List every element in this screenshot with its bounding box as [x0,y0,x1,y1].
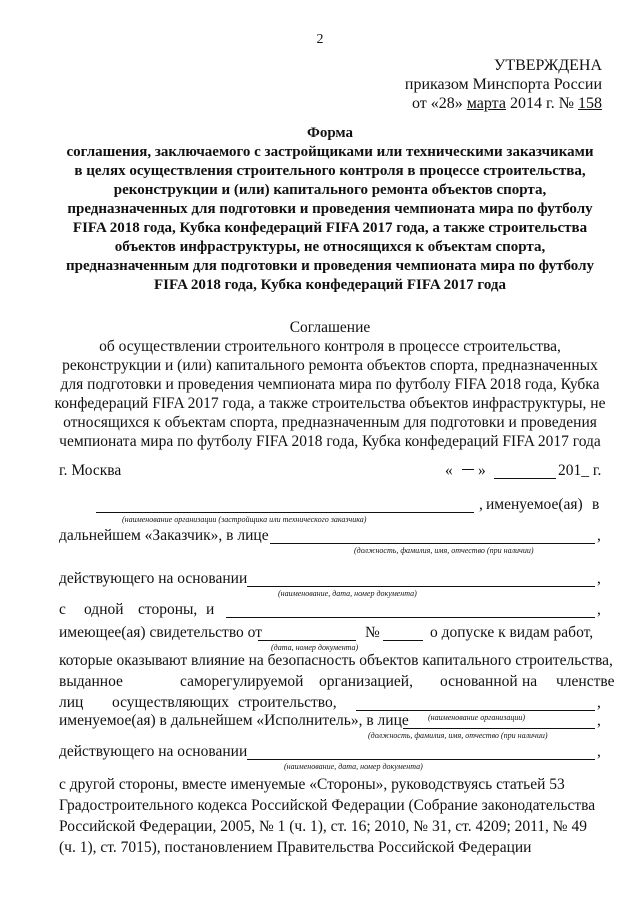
form-title-line: FIFA 2018 года, Кубка конфедераций FIFA 2017 года, а также строительства [72,220,588,236]
certificate-label: имеющее(ая) свидетельство от [59,624,262,641]
influence-text: которые оказывают влияние на безопасность объектов капитального строительства, [59,652,613,669]
basis-doc-field-2[interactable] [247,759,595,760]
caption-doc: (наименование, дата, номер документа) [278,589,417,598]
form-title-line: реконструкции и (или) капитального ремонта объектов спорта, [113,182,547,198]
date-open-quote: « [445,462,453,479]
page-number: 2 [316,32,324,47]
admission-label: о допуске к видам работ, [430,624,594,641]
paragraph-line: Градостроительного кодекса Российской Федерации (Собрание законодательства [59,797,596,814]
contractor-org-field[interactable] [226,617,595,618]
agreement-heading-line: конфедераций FIFA 2017 года, а также строительства объектов инфраструктуры, не [54,395,606,412]
agreement-heading-line: относящихся к объектам спорта, предназначенным для подготовки и проведения [63,414,597,431]
acting-label-2: действующего на основании [59,743,248,760]
form-title [40,124,620,295]
approval-stamp [405,56,602,113]
agreement-heading-line: Соглашение [289,319,371,336]
agreement-heading-line: для подготовки и проведения чемпионата мира по футболу FIFA 2018 года, Кубка [60,376,600,393]
certificate-number-field[interactable] [383,640,423,641]
caption-org: (наименование организации (застройщика или технического заказчика) [122,515,367,524]
contractor-person-field[interactable] [403,728,595,729]
form-title-line: в целях осуществления строительного контроля в процессе строительства, [74,163,586,179]
day-field[interactable] [462,469,474,470]
agreement-heading-line: об осуществлении строительного контроля в процессе строительства, [99,338,561,355]
year: 201_ г. [558,462,602,479]
paragraph-line: (ч. 1), ст. 7015), постановлением Правительства Российской Федерации [59,839,532,856]
caption-org-name: (наименование организации) [428,713,526,722]
agreement-heading-line: реконструкции и (или) капитального ремонта объектов спорта, предназначенных [62,357,598,374]
form-title-line: объектов инфраструктуры, не относящихся к объектам спорта, [114,239,546,255]
date-close-quote: » [478,462,486,479]
org-name-field[interactable] [96,512,474,513]
caption-person-2: (должность, фамилия, имя, отчество (при наличии) [368,731,548,740]
form-title-line: FIFA 2018 года, Кубка конфедераций FIFA 2017 года [154,277,506,293]
named-label: именуемое(ая) [486,496,583,513]
form-title-line: предназначенных для подготовки и проведения чемпионата мира по футболу [67,201,593,217]
form-title-line: соглашения, заключаемого с застройщиками или техническими заказчиками [66,144,594,160]
caption-doc-2: (наименование, дата, номер документа) [284,762,423,771]
sro-name-field[interactable] [356,710,595,711]
approval-line-1: УТВЕРЖДЕНА [493,57,602,74]
contractor-label: именуемое(ая) в дальнейшем «Исполнитель», в лице [59,712,409,729]
city: г. Москва [59,462,122,479]
approval-month: марта [466,95,506,112]
certificate-date-field[interactable] [258,640,356,641]
month-field[interactable] [494,478,556,479]
customer-person-field[interactable] [270,543,595,544]
approval-line-2: приказом Минспорта России [404,76,602,93]
caption-person: (должность, фамилия, имя, отчество (при наличии) [354,546,534,555]
caption-date-num: (дата, номер документа) [271,643,359,652]
form-title-line: Форма [306,125,354,141]
approval-line-3: от «28» марта 2014 г. № 158 [411,95,602,112]
approval-number: 158 [578,95,602,112]
acting-label: действующего на основании [59,570,248,587]
paragraph-line: с другой стороны, вместе именуемые «Стороны», руководствуясь статьей 53 [59,776,565,793]
paragraph-line: Российской Федерации, 2005, № 1 (ч. 1), ст. 16; 2010, № 31, ст. 4209; 2011, № 49 [59,818,587,835]
agreement-heading [40,318,620,451]
body-paragraph [59,774,601,858]
agreement-heading-line: чемпионата мира по футболу FIFA 2018 года, Кубка конфедераций FIFA 2017 года [59,433,601,450]
basis-doc-field[interactable] [247,586,595,587]
customer-label: дальнейшем «Заказчик», в лице [59,527,269,544]
form-title-line: предназначенным для подготовки и проведения чемпионата мира по футболу [65,258,595,274]
